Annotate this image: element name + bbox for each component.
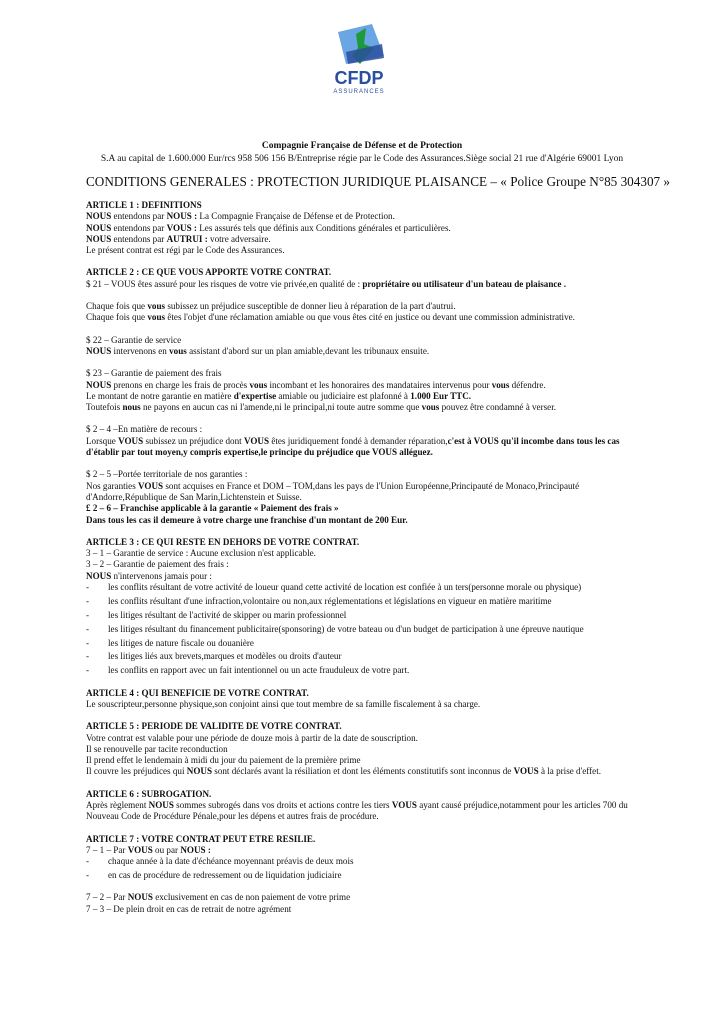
logo-emblem-icon: [322, 22, 396, 96]
paragraph-22: $ 22 – Garantie de service NOUS intervenons en vous assistant d'abord sur un plan amiable,devant les tribunaux ensuite.: [86, 334, 430, 356]
list-item: - les litiges liés aux brevets,marques et modèles ou droits d'auteur: [86, 651, 646, 662]
exclusions-list: [86, 582, 646, 677]
article-7-heading: ARTICLE 7 : VOTRE CONTRAT PEUT ETRE RESILIE.: [86, 833, 316, 844]
article-7: ARTICLE 7 : VOTRE CONTRAT PEUT ETRE RESILIE. 7 – 1 – Par VOUS ou par NOUS : - chaque année à la date d'échéance moyennant préavis de deux mois - en cas de procédure de redressement ou de liquidation judiciaire: [86, 834, 646, 882]
paragraph-23: $ 23 – Garantie de paiement des frais NOUS prenons en charge les frais de procès vous incombant et les honoraires des mandataires intervenus pour vous défendre. Le montant de notre garantie en matière d'expertise amiable ou judiciaire est plafonné à 1.000 Eur TTC. Toutefois nous ne payons en aucun cas ni l'amende,ni le principal,ni toute autre somme que vous pouvez être condamné à verser.: [86, 368, 556, 413]
paragraph-24: $ 2 – 4 –En matière de recours : Lorsque VOUS subissez un préjudice dont VOUS êtes juridiquement fondé à demander réparation,c'est à VOUS qu'il incombe dans tous les cas d'établir par tout moyen,y compris expertise,le principe du préjudice que VOUS alléguez.: [86, 424, 620, 458]
list-item: - les litiges de nature fiscale ou douanière: [86, 638, 646, 649]
logo-subtext: ASSURANCES: [333, 89, 385, 95]
franchise-heading: £ 2 – 6 – Franchise applicable à la garantie « Paiement des frais »: [86, 503, 339, 514]
logo-text: CFDP: [334, 68, 384, 88]
document-body: [86, 200, 646, 915]
article-5: ARTICLE 5 : PERIODE DE VALIDITE DE VOTRE CONTRAT. Votre contrat est valable pour une période de douze mois à partir de la date de souscription. Il se renouvelle par tacite reconduction Il prend effet le lendemain à midi du jour du paiement de la première prime Il couvre les préjudices qui NOUS sont déclarés avant la résiliation et dont les éléments constitutifs sont inconnus de VOUS à la prise d'effet.: [86, 721, 646, 777]
termination-list: [86, 856, 646, 881]
article-4: ARTICLE 4 : QUI BENEFICIE DE VOTRE CONTRAT. Le souscripteur,personne physique,son conjoint ainsi que tout membre de sa famille fiscalement à sa charge.: [86, 688, 646, 711]
article-3: ARTICLE 3 : CE QUI RESTE EN DEHORS DE VOTRE CONTRAT. 3 – 1 – Garantie de service : Aucune exclusion n'est applicable. 3 – 2 – Garantie de paiement des frais : NOUS n'intervenons jamais pour : - les conflits résultant de votre activité de loueur quand cette activité de location est confiée à un ters(personne morale ou physique) - les conflits résultant d'une infraction,volontaire ou non,aux réglementations et législations en vigueur en matière maritime - les litiges résultant de l'activité de skipper ou marin professionnel - les litiges résultant du financement publicitaire(sponsoring) de votre bateau ou d'un budget de participation à une épreuve nautique - les litiges de nature fiscale ou douanière - les litiges liés aux brevets,marques et modèles ou droits d'auteur - les conflits en rapport avec un fait intentionnel ou un acte frauduleux de votre part.: [86, 537, 646, 677]
list-item: - les conflits résultant d'une infraction,volontaire ou non,aux réglementations et législations en vigueur en matière maritime: [86, 596, 646, 607]
article-1-heading: ARTICLE 1 : DEFINITIONS: [86, 200, 202, 210]
article-5-heading: ARTICLE 5 : PERIODE DE VALIDITE DE VOTRE CONTRAT.: [86, 721, 342, 732]
paragraph-25-26: $ 2 – 5 –Portée territoriale de nos garanties : Nos garanties VOUS sont acquises en France et DOM – TOM,dans les pays de l'Union Européenne,Principauté de Monaco,Principauté d'Andorre,République de San Marin,Lichtenstein et Suisse. £ 2 – 6 – Franchise applicable à la garantie « Paiement des frais » Dans tous les cas il demeure à votre charge une franchise d'un montant de 200 Eur.: [86, 469, 646, 525]
article-2-heading: ARTICLE 2 : CE QUE VOUS APPORTE VOTRE CONTRAT.: [86, 267, 332, 278]
document-title: CONDITIONS GENERALES : PROTECTION JURIDIQUE PLAISANCE – « Police Groupe N°85 304307 »: [86, 174, 671, 189]
article-6: ARTICLE 6 : SUBROGATION. Après règlement NOUS sommes subrogés dans vos droits et actions contre les tiers VOUS ayant causé préjudice,notamment pour les articles 700 du Nouveau Code de Procédure Pénale,pour les dépens et autres frais de procédure.: [86, 789, 646, 823]
article-3-heading: ARTICLE 3 : CE QUI RESTE EN DEHORS DE VOTRE CONTRAT.: [86, 536, 360, 547]
company-details: S.A au capital de 1.600.000 Eur/rcs 958 506 156 B/Entreprise régie par le Code des Assurances.Siège social 21 rue d'Algérie 69001 Lyon: [100, 153, 624, 164]
definition-vous: NOUS entendons par VOUS : Les assurés tels que définis aux Conditions générales et particulières.: [86, 222, 451, 233]
paragraph-chaque-fois: Chaque fois que vous subissez un préjudice susceptible de donner lieu à réparation de la part d'autrui. Chaque fois que vous êtes l'objet d'une réclamation amiable ou que vous êtes cité en justice ou devant une commission administrative.: [86, 301, 575, 323]
list-item: - les litiges résultant de l'activité de skipper ou marin professionnel: [86, 610, 646, 621]
definition-autrui: NOUS entendons par AUTRUI : votre adversaire.: [86, 233, 271, 244]
article-2: [86, 267, 646, 290]
list-item: - les conflits en rapport avec un fait intentionnel ou un acte frauduleux de votre part.: [86, 665, 646, 676]
cfdp-logo: [322, 22, 396, 96]
list-item: - les litiges résultant du financement publicitaire(sponsoring) de votre bateau ou d'un budget de participation à une épreuve nautique: [86, 624, 646, 635]
governing-code: Le présent contrat est régi par le Code des Assurances.: [86, 245, 285, 256]
article-6-heading: ARTICLE 6 : SUBROGATION.: [86, 788, 212, 799]
company-header: [0, 140, 724, 165]
article-4-heading: ARTICLE 4 : QUI BENEFICIE DE VOTRE CONTRAT.: [86, 687, 309, 698]
list-item: - en cas de procédure de redressement ou de liquidation judiciaire: [86, 870, 646, 881]
article-1: [86, 200, 646, 256]
list-item: - les conflits résultant de votre activité de loueur quand cette activité de location est confiée à un ters(personne morale ou physique): [86, 582, 646, 593]
paragraph-21: $ 21 – VOUS êtes assuré pour les risques de votre vie privée,en qualité de : propriétaire ou utilisateur d'un bateau de plaisance .: [86, 278, 566, 289]
definition-nous: NOUS entendons par NOUS : La Compagnie Française de Défense et de Protection.: [86, 211, 395, 222]
franchise-amount: Dans tous les cas il demeure à votre charge une franchise d'un montant de 200 Eur.: [86, 514, 408, 525]
article-7-continued: 7 – 2 – Par NOUS exclusivement en cas de non paiement de votre prime 7 – 3 – De plein droit en cas de retrait de notre agrément: [86, 892, 351, 914]
list-item: - chaque année à la date d'échéance moyennant préavis de deux mois: [86, 856, 646, 867]
company-name: Compagnie Française de Défense et de Protection: [261, 141, 463, 151]
